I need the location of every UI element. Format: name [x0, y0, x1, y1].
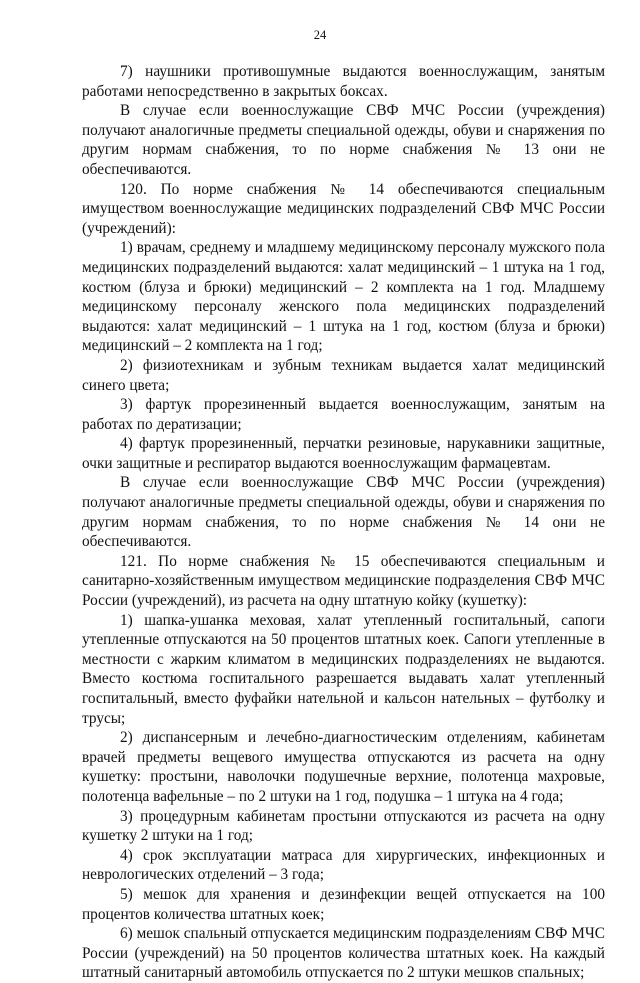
paragraph-121-item-3: 3) процедурным кабинетам простыни отпускаются из расчета на одну кушетку 2 штуки на 1 год;	[82, 807, 605, 845]
paragraph-121-item-1: 1) шапка-ушанка меховая, халат утепленный госпитальный, сапоги утепленные отпускаются на 50 процентов штатных коек. Сапоги утепленные в местности с жарким климатом в медицинских подразделениях не выдаются. Вместо костюма госпитального разрешается выдавать халат утепленный госпитальный, вместо фуфайки нательной и кальсон нательных – футболку и трусы;	[82, 611, 605, 727]
paragraph-120-item-3: 3) фартук прорезиненный выдается военнослужащим, занятым на работах по дератизации;	[82, 396, 605, 433]
paragraph-120-item-2: 2) физиотехникам и зубным техникам выдается халат медицинский синего цвета;	[82, 356, 605, 394]
paragraph-121-item-5: 5) мешок для хранения и дезинфекции вещей отпускается на 100 процентов количества штатных коек;	[82, 885, 605, 923]
paragraph-121: 121. По норме снабжения № 15 обеспечиваются специальным и санитарно-хозяйственным имуществом медицинские подразделения СВФ МЧС России (учреждений), из расчета на одну штатную койку (кушетку):	[82, 552, 605, 610]
paragraph-121-item-6: 6) мешок спальный отпускается медицинским подразделениям СВФ МЧС России (учреждений) на 50 процентов количества штатных коек. На каждый штатный санитарный автомобиль отпускается по 2 штуки мешков спальных;	[82, 925, 605, 982]
paragraph-121-item-4: 4) срок эксплуатации матраса для хирургических, инфекционных и неврологических отделений – 3 года;	[82, 846, 605, 884]
paragraph-norm-14-exception: В случае если военнослужащие СВФ МЧС России (учреждения) получают аналогичные предметы специальной одежды, обуви и снаряжения по другим нормам снабжения, то по норме снабжения № 14 они не обеспечиваются.	[82, 474, 605, 551]
paragraph-121-item-2: 2) диспансерным и лечебно-диагностическим отделениям, кабинетам врачей предметы вещевого имущества отпускаются из расчета на одну кушетку: простыни, наволочки подушечные верхние, полотенца махровые, полотенца вафельные – по 2 штуки на 1 год, подушка – 1 штука на 4 года;	[82, 729, 605, 805]
paragraph-norm-13-exception: В случае если военнослужащие СВФ МЧС России (учреждения) получают аналогичные предметы специальной одежды, обуви и снаряжения по другим нормам снабжения, то по норме снабжения № 13 они не обеспечиваются.	[82, 102, 605, 178]
paragraph-120-item-4: 4) фартук прорезиненный, перчатки резиновые, нарукавники защитные, очки защитные и респиратор выдаются военнослужащим фармацевтам.	[82, 435, 605, 472]
page-number: 24	[313, 28, 327, 42]
paragraph-120: 120. По норме снабжения № 14 обеспечиваются специальным имуществом военнослужащие медицинских подразделений СВФ МЧС России (учреждений):	[82, 180, 605, 237]
document-body	[82, 62, 605, 983]
paragraph-120-item-1: 1) врачам, среднему и младшему медицинскому персоналу мужского пола медицинских подразделений выдаются: халат медицинский – 1 штука на 1 год, костюм (блуза и брюки) медицинский – 2 комплекта на 1 год. Младшему медицинскому персоналу женского пола медицинских подразделений выдаются: халат медицинский – 1 штука на 1 год, костюм (блуза и брюки) медицинский – 2 комплекта на 1 год;	[82, 239, 605, 355]
paragraph-item-7-headphones: 7) наушники противошумные выдаются военнослужащим, занятым работами непосредственно в закрытых боксах.	[82, 63, 605, 100]
